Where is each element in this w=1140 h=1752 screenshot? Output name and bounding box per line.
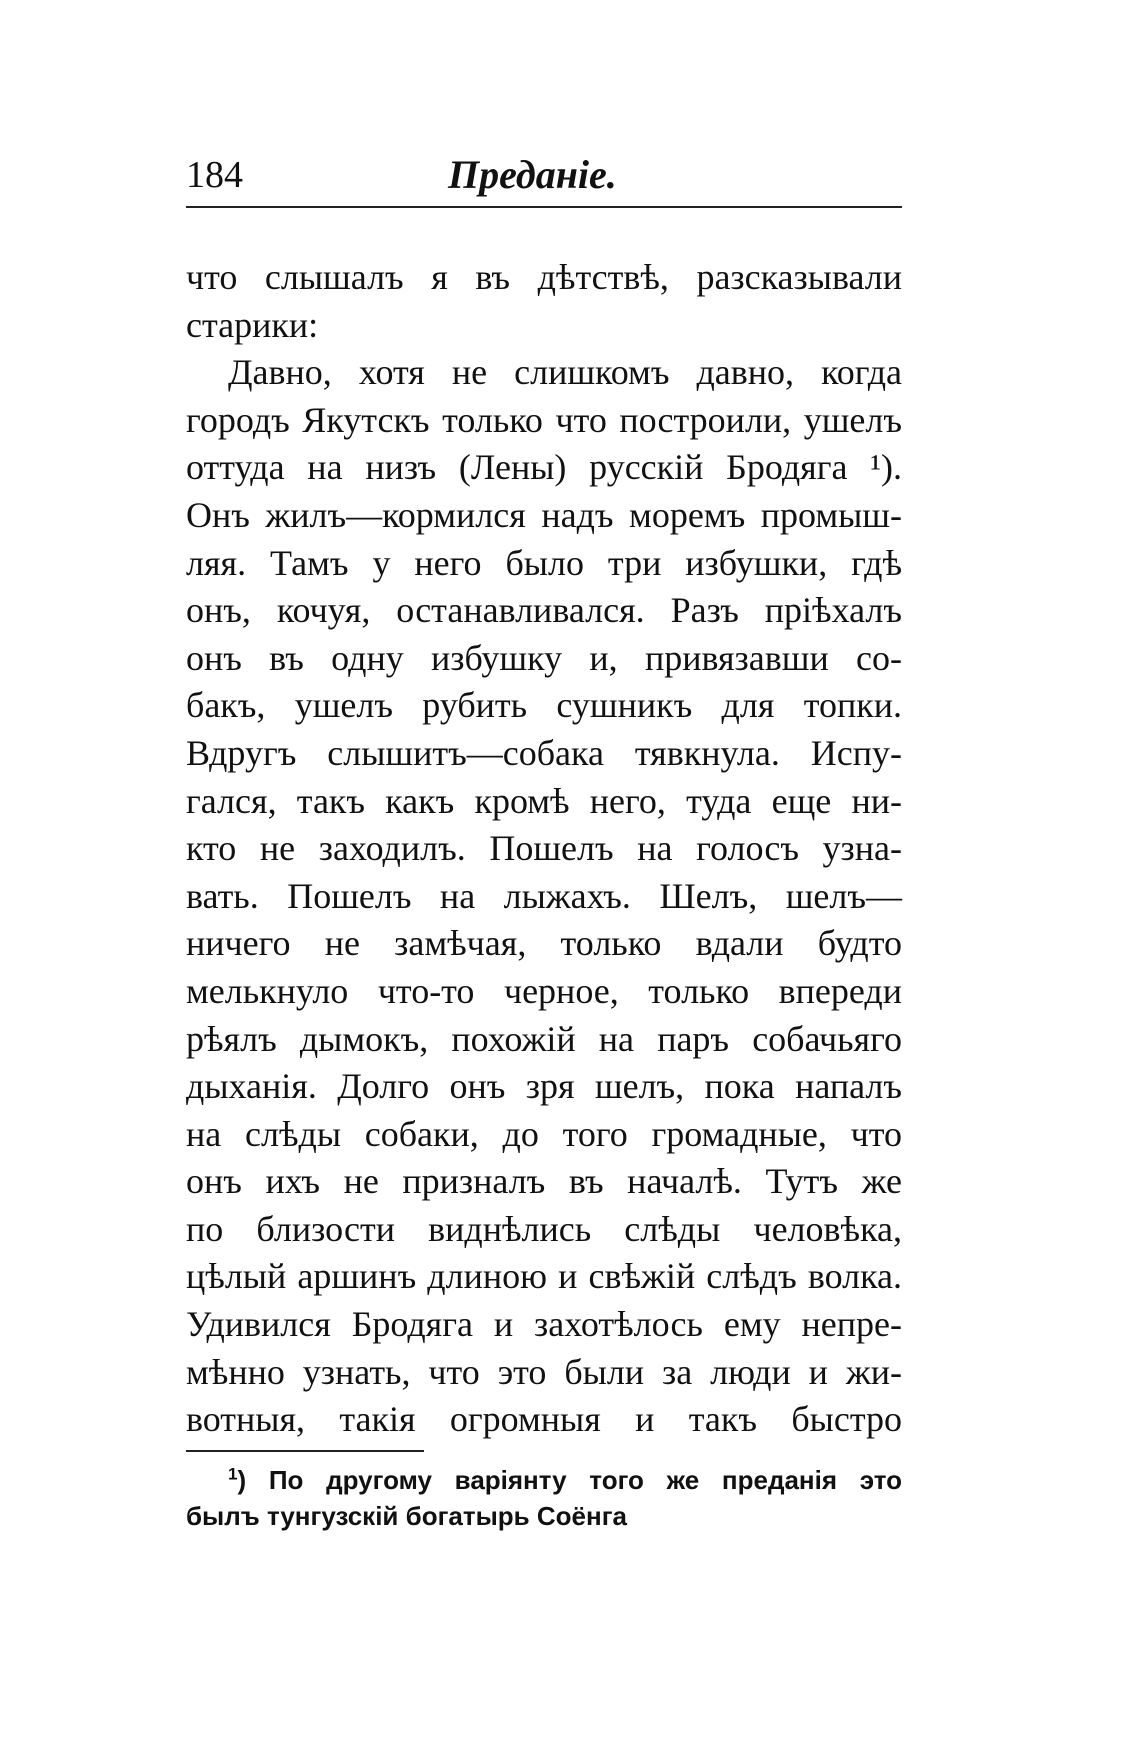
text-line: Давно, хотя не слишкомъ давно, когда: [228, 352, 902, 393]
text-line: что слышалъ я въ дѣтствѣ, разсказывали: [186, 257, 902, 297]
text-line: онъ ихъ не призналъ въ началѣ. Тутъ же: [186, 1161, 902, 1202]
footnote-text: ) По другому варіянту того же преданія это: [237, 1465, 902, 1495]
text-line: городъ Якутскъ только что построили, ушелъ: [186, 399, 902, 440]
page-number: 184: [186, 154, 243, 196]
text-line: мелькнуло что-то черное, только впереди: [186, 970, 902, 1011]
text-line: бакъ, ушелъ рубить сушникъ для топки.: [186, 685, 902, 726]
text-line: вать. Пошелъ на лыжахъ. Шелъ, шелъ—: [186, 875, 902, 916]
text-line: на слѣды собаки, до того громадные, что: [186, 1113, 902, 1154]
header-rule: [186, 206, 902, 208]
text-line: онъ въ одну избушку и, привязавши со-: [186, 637, 902, 678]
text-line: гался, такъ какъ кромѣ него, туда еще ни-: [186, 780, 902, 821]
text-line: Удивился Бродяга и захотѣлось ему непре-: [186, 1304, 902, 1345]
footnote-rule: [186, 1450, 424, 1452]
body-text: [186, 254, 902, 1444]
text-line: онъ, кочуя, останавливался. Разъ пріѣхалъ: [186, 590, 902, 631]
page-header: [186, 150, 902, 200]
text-line: ничего не замѣчая, только вдали будто: [186, 923, 902, 964]
text-line: цѣлый аршинъ длиною и свѣжій слѣдъ волка.: [186, 1256, 902, 1297]
text-line: оттуда на низъ (Лены) русскій Бродяга ¹).: [186, 447, 902, 488]
text-line: Вдругъ слышитъ—собака тявкнула. Испу-: [186, 732, 902, 773]
footnote-line: [186, 1462, 902, 1498]
footnote-line: былъ тунгузскій богатырь Соёнга: [186, 1501, 627, 1531]
text-line: Онъ жилъ—кормился надъ моремъ промыш-: [186, 494, 902, 535]
text-line: дыханія. Долго онъ зря шелъ, пока напалъ: [186, 1066, 902, 1107]
running-title: Преданіе.: [448, 152, 617, 197]
text-line: рѣялъ дымокъ, похожій на паръ собачьяго: [186, 1018, 902, 1059]
text-line: вотныя, такія огромныя и такъ быстро: [186, 1399, 902, 1440]
text-line: старики:: [186, 304, 319, 345]
text-line: мѣнно узнать, что это были за люди и жи-: [186, 1351, 902, 1392]
footnote: [186, 1462, 902, 1534]
text-line: кто не заходилъ. Пошелъ на голосъ узна-: [186, 828, 902, 869]
text-line: по близости виднѣлись слѣды человѣка,: [186, 1208, 902, 1249]
text-line: ляя. Тамъ у него было три избушки, гдѣ: [186, 542, 902, 583]
footnote-marker: 1: [228, 1464, 238, 1484]
